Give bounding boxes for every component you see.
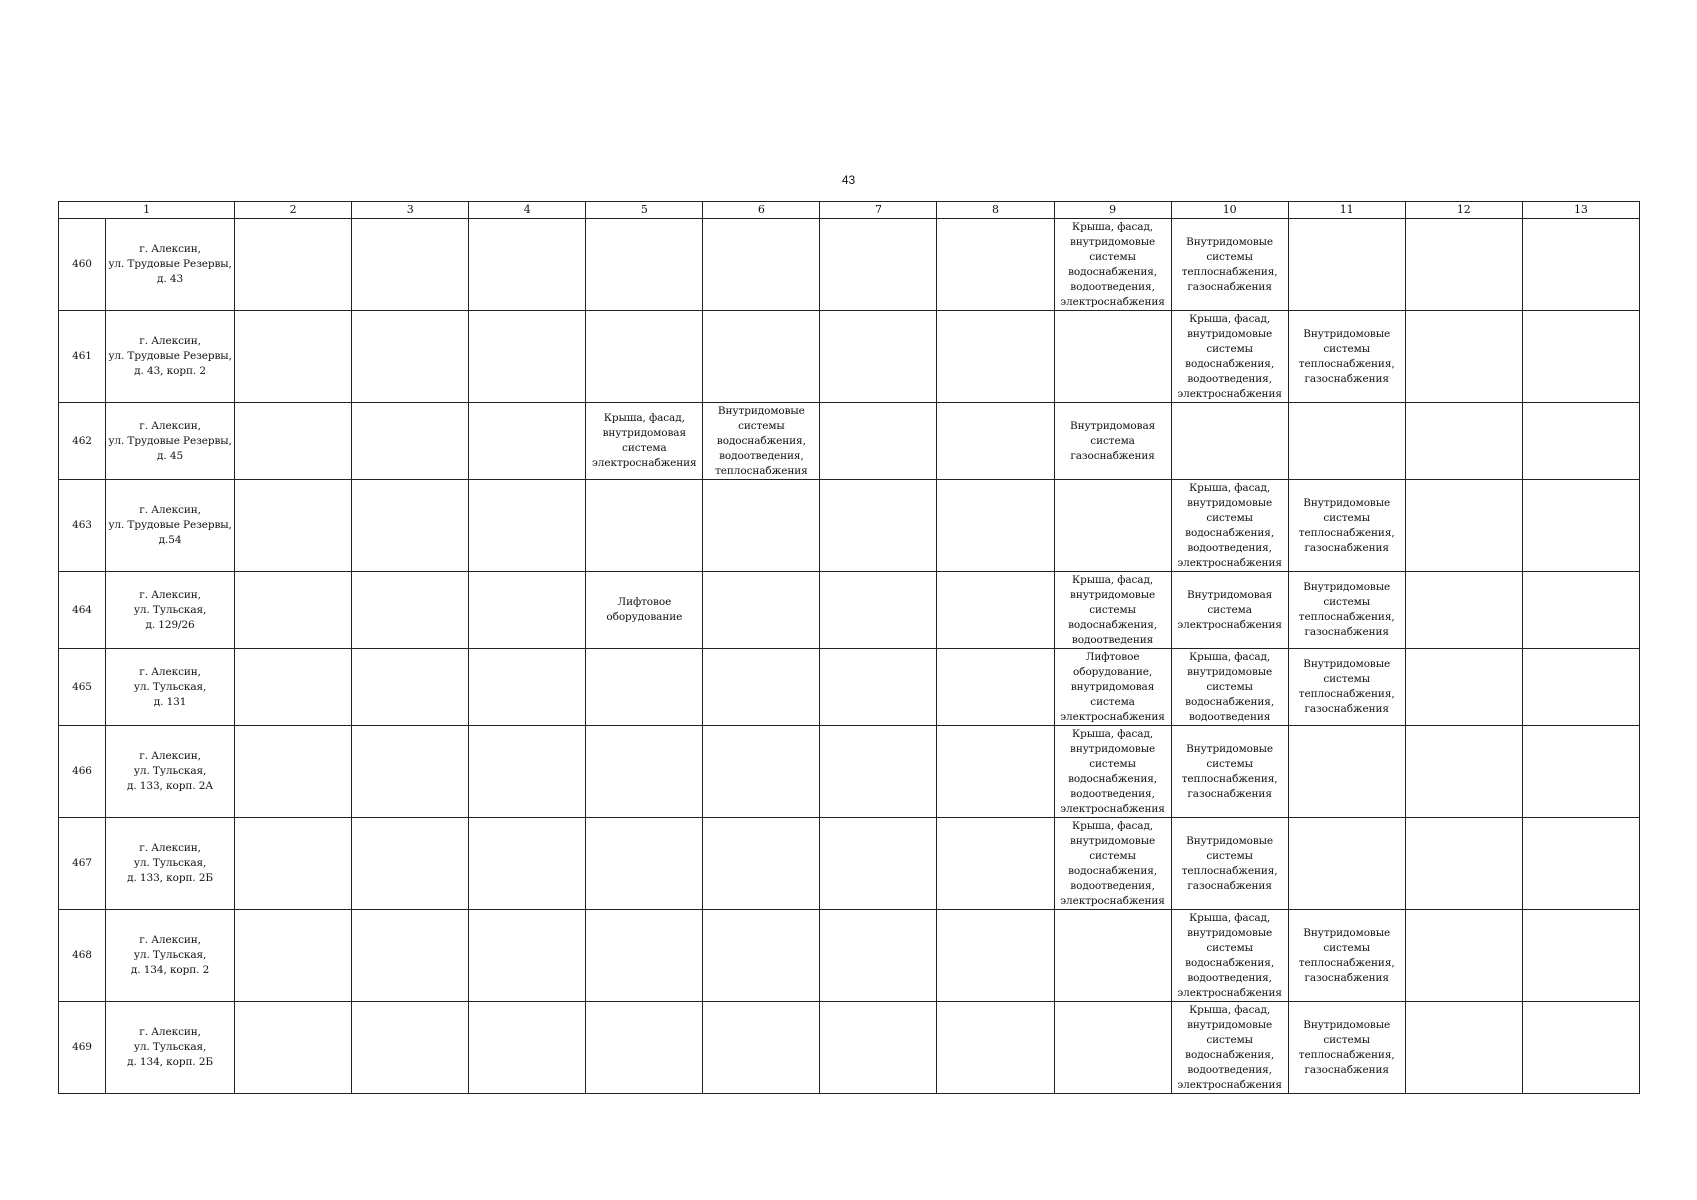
column-header-4: 4 [469, 202, 586, 219]
work-cell-col-8 [937, 480, 1054, 572]
address-cell [106, 403, 235, 480]
column-header-10: 10 [1171, 202, 1288, 219]
work-cell-col-6 [703, 219, 820, 311]
column-header-1: 1 [59, 202, 235, 219]
work-cell-col-7 [820, 818, 937, 910]
work-cell-col-6 [703, 649, 820, 726]
work-cell-col-13 [1522, 726, 1639, 818]
work-description: Крыша, фасад, внутридомовые системы водоснабжения, водоотведения, электроснабжения [1177, 481, 1282, 569]
work-cell-col-13 [1522, 219, 1639, 311]
work-cell-col-12 [1405, 910, 1522, 1002]
work-cell-col-2 [235, 311, 352, 403]
work-cell-col-10 [1171, 1002, 1288, 1094]
table-row [59, 649, 1640, 726]
work-cell-col-6 [703, 311, 820, 403]
work-cell-col-2 [235, 572, 352, 649]
work-cell-col-5 [586, 572, 703, 649]
work-cell-col-12 [1405, 311, 1522, 403]
row-number: 461 [59, 311, 106, 403]
work-description: Внутридомовые системы теплоснабжения, газоснабжения [1298, 1018, 1395, 1076]
address-cell [106, 572, 235, 649]
address-cell [106, 910, 235, 1002]
work-cell-col-7 [820, 910, 937, 1002]
work-cell-col-13 [1522, 480, 1639, 572]
work-description: Крыша, фасад, внутридомовые системы водоснабжения, водоотведения, электроснабжения [1177, 911, 1282, 999]
work-cell-col-13 [1522, 649, 1639, 726]
work-cell-col-8 [937, 910, 1054, 1002]
work-cell-col-10 [1171, 219, 1288, 311]
work-description: Внутридомовые системы теплоснабжения, газоснабжения [1181, 742, 1278, 800]
row-number: 468 [59, 910, 106, 1002]
address-text: г. Алексин, ул. Трудовые Резервы, д.54 [108, 504, 232, 546]
column-header-3: 3 [352, 202, 469, 219]
work-description: Лифтовое оборудование [606, 596, 683, 623]
work-cell-col-13 [1522, 1002, 1639, 1094]
work-cell-col-8 [937, 1002, 1054, 1094]
column-header-12: 12 [1405, 202, 1522, 219]
work-cell-col-12 [1405, 219, 1522, 311]
work-description: Внутридомовые системы теплоснабжения, газоснабжения [1181, 834, 1278, 892]
work-cell-col-2 [235, 1002, 352, 1094]
work-cell-col-8 [937, 726, 1054, 818]
row-number: 462 [59, 403, 106, 480]
work-cell-col-7 [820, 480, 937, 572]
work-cell-col-10 [1171, 726, 1288, 818]
work-cell-col-2 [235, 219, 352, 311]
work-cell-col-12 [1405, 480, 1522, 572]
table-row [59, 818, 1640, 910]
address-text: г. Алексин, ул. Трудовые Резервы, д. 45 [108, 419, 232, 462]
work-cell-col-11 [1288, 1002, 1405, 1094]
work-description: Крыша, фасад, внутридомовые системы водоснабжения, водоотведения, электроснабжения [1060, 220, 1165, 308]
work-cell-col-11 [1288, 818, 1405, 910]
work-cell-col-4 [469, 910, 586, 1002]
work-cell-col-13 [1522, 818, 1639, 910]
address-text: г. Алексин, ул. Тульская, д. 133, корп. 2А [126, 750, 214, 792]
work-cell-col-7 [820, 726, 937, 818]
table-row [59, 910, 1640, 1002]
work-cell-col-10 [1171, 311, 1288, 403]
work-cell-col-12 [1405, 649, 1522, 726]
column-header-11: 11 [1288, 202, 1405, 219]
work-cell-col-10 [1171, 480, 1288, 572]
work-cell-col-2 [235, 726, 352, 818]
work-cell-col-3 [352, 572, 469, 649]
work-cell-col-4 [469, 818, 586, 910]
work-cell-col-3 [352, 1002, 469, 1094]
work-cell-col-4 [469, 219, 586, 311]
work-cell-col-5 [586, 649, 703, 726]
work-cell-col-6 [703, 480, 820, 572]
column-header-13: 13 [1522, 202, 1639, 219]
work-cell-col-11 [1288, 219, 1405, 311]
work-cell-col-13 [1522, 311, 1639, 403]
work-cell-col-11 [1288, 403, 1405, 480]
address-text: г. Алексин, ул. Трудовые Резервы, д. 43 [108, 243, 232, 285]
work-cell-col-4 [469, 572, 586, 649]
work-description: Внутридомовые системы теплоснабжения, газоснабжения [1298, 327, 1395, 385]
row-number: 465 [59, 649, 106, 726]
work-cell-col-7 [820, 1002, 937, 1094]
work-description: Крыша, фасад, внутридомовые системы водоснабжения, водоотведения, электроснабжения [1060, 819, 1165, 907]
work-cell-col-10 [1171, 649, 1288, 726]
work-cell-col-12 [1405, 1002, 1522, 1094]
work-cell-col-2 [235, 649, 352, 726]
work-cell-col-2 [235, 818, 352, 910]
work-cell-col-12 [1405, 818, 1522, 910]
work-cell-col-6 [703, 818, 820, 910]
work-cell-col-3 [352, 818, 469, 910]
work-description: Крыша, фасад, внутридомовые системы водоснабжения, водоотведения, электроснабжения [1177, 312, 1282, 400]
work-description: Лифтовое оборудование, внутридомовая система электроснабжения [1060, 650, 1165, 723]
work-cell-col-9 [1054, 311, 1171, 403]
work-cell-col-9 [1054, 649, 1171, 726]
work-cell-col-11 [1288, 311, 1405, 403]
work-cell-col-4 [469, 311, 586, 403]
address-cell [106, 480, 235, 572]
address-text: г. Алексин, ул. Трудовые Резервы, д. 43, корп. 2 [108, 335, 232, 377]
work-cell-col-12 [1405, 572, 1522, 649]
work-cell-col-5 [586, 818, 703, 910]
work-cell-col-11 [1288, 910, 1405, 1002]
work-description: Внутридомовая система электроснабжения [1177, 588, 1282, 631]
work-description: Внутридомовые системы водоснабжения, водоотведения, теплоснабжения [715, 404, 808, 477]
repair-schedule-table [58, 201, 1640, 1094]
work-cell-col-7 [820, 572, 937, 649]
work-cell-col-4 [469, 649, 586, 726]
work-cell-col-5 [586, 219, 703, 311]
address-cell [106, 219, 235, 311]
work-cell-col-9 [1054, 480, 1171, 572]
work-cell-col-8 [937, 649, 1054, 726]
work-cell-col-4 [469, 1002, 586, 1094]
work-description: Внутридомовые системы теплоснабжения, газоснабжения [1181, 235, 1278, 293]
page-number: 43 [841, 173, 856, 187]
work-cell-col-5 [586, 480, 703, 572]
address-cell [106, 818, 235, 910]
work-cell-col-4 [469, 403, 586, 480]
address-cell [106, 726, 235, 818]
work-cell-col-3 [352, 311, 469, 403]
column-header-2: 2 [235, 202, 352, 219]
work-cell-col-11 [1288, 726, 1405, 818]
work-cell-col-10 [1171, 572, 1288, 649]
address-text: г. Алексин, ул. Тульская, д. 133, корп. 2Б [127, 842, 214, 884]
table-row [59, 726, 1640, 818]
row-number: 466 [59, 726, 106, 818]
work-description: Внутридомовые системы теплоснабжения, газоснабжения [1298, 496, 1395, 554]
work-cell-col-2 [235, 480, 352, 572]
column-header-5: 5 [586, 202, 703, 219]
work-cell-col-8 [937, 219, 1054, 311]
work-cell-col-10 [1171, 818, 1288, 910]
address-text: г. Алексин, ул. Тульская, д. 134, корп. 2 [130, 934, 210, 976]
work-cell-col-12 [1405, 403, 1522, 480]
work-cell-col-5 [586, 726, 703, 818]
work-cell-col-6 [703, 572, 820, 649]
work-cell-col-2 [235, 403, 352, 480]
work-description: Внутридомовые системы теплоснабжения, газоснабжения [1298, 926, 1395, 984]
work-cell-col-5 [586, 403, 703, 480]
work-cell-col-13 [1522, 403, 1639, 480]
table-row [59, 1002, 1640, 1094]
column-header-8: 8 [937, 202, 1054, 219]
work-cell-col-13 [1522, 910, 1639, 1002]
work-cell-col-10 [1171, 910, 1288, 1002]
work-cell-col-8 [937, 818, 1054, 910]
table-row [59, 311, 1640, 403]
address-cell [106, 1002, 235, 1094]
work-description: Внутридомовые системы теплоснабжения, газоснабжения [1298, 581, 1395, 638]
address-cell [106, 649, 235, 726]
work-description: Внутридомовая система газоснабжения [1069, 419, 1156, 462]
column-header-6: 6 [703, 202, 820, 219]
work-cell-col-4 [469, 480, 586, 572]
work-cell-col-7 [820, 649, 937, 726]
column-header-9: 9 [1054, 202, 1171, 219]
row-number: 467 [59, 818, 106, 910]
work-description: Крыша, фасад, внутридомовые системы водоснабжения, водоотведения [1185, 650, 1275, 723]
work-cell-col-9 [1054, 726, 1171, 818]
work-cell-col-7 [820, 219, 937, 311]
address-text: г. Алексин, ул. Тульская, д. 134, корп. 2Б [127, 1026, 214, 1068]
column-header-7: 7 [820, 202, 937, 219]
work-cell-col-12 [1405, 726, 1522, 818]
work-cell-col-9 [1054, 1002, 1171, 1094]
work-cell-col-5 [586, 910, 703, 1002]
work-cell-col-11 [1288, 480, 1405, 572]
work-cell-col-6 [703, 910, 820, 1002]
work-cell-col-3 [352, 403, 469, 480]
work-cell-col-3 [352, 726, 469, 818]
work-description: Крыша, фасад, внутридомовая система электроснабжения [592, 412, 697, 469]
work-cell-col-10 [1171, 403, 1288, 480]
work-cell-col-8 [937, 572, 1054, 649]
address-text: г. Алексин, ул. Тульская, д. 131 [133, 665, 207, 708]
work-cell-col-2 [235, 910, 352, 1002]
work-cell-col-13 [1522, 572, 1639, 649]
work-cell-col-8 [937, 311, 1054, 403]
work-cell-col-8 [937, 403, 1054, 480]
work-cell-col-11 [1288, 572, 1405, 649]
address-text: г. Алексин, ул. Тульская, д. 129/26 [133, 588, 207, 631]
work-cell-col-3 [352, 649, 469, 726]
work-cell-col-7 [820, 311, 937, 403]
work-cell-col-9 [1054, 219, 1171, 311]
row-number: 469 [59, 1002, 106, 1094]
work-cell-col-11 [1288, 649, 1405, 726]
work-cell-col-6 [703, 1002, 820, 1094]
work-cell-col-9 [1054, 818, 1171, 910]
work-cell-col-9 [1054, 910, 1171, 1002]
work-cell-col-6 [703, 726, 820, 818]
work-cell-col-9 [1054, 572, 1171, 649]
work-cell-col-5 [586, 311, 703, 403]
table-row [59, 572, 1640, 649]
table-row [59, 403, 1640, 480]
work-cell-col-3 [352, 910, 469, 1002]
work-cell-col-3 [352, 480, 469, 572]
row-number: 463 [59, 480, 106, 572]
work-description: Крыша, фасад, внутридомовые системы водоснабжения, водоотведения [1068, 573, 1158, 646]
column-header-row [59, 202, 1640, 219]
work-cell-col-3 [352, 219, 469, 311]
address-cell [106, 311, 235, 403]
row-number: 460 [59, 219, 106, 311]
work-cell-col-6 [703, 403, 820, 480]
work-cell-col-7 [820, 403, 937, 480]
work-cell-col-9 [1054, 403, 1171, 480]
work-description: Внутридомовые системы теплоснабжения, газоснабжения [1298, 658, 1395, 715]
table-row [59, 480, 1640, 572]
table-row [59, 219, 1640, 311]
row-number: 464 [59, 572, 106, 649]
work-cell-col-5 [586, 1002, 703, 1094]
work-description: Крыша, фасад, внутридомовые системы водоснабжения, водоотведения, электроснабжения [1060, 727, 1165, 815]
work-cell-col-4 [469, 726, 586, 818]
work-description: Крыша, фасад, внутридомовые системы водоснабжения, водоотведения, электроснабжения [1177, 1003, 1282, 1091]
